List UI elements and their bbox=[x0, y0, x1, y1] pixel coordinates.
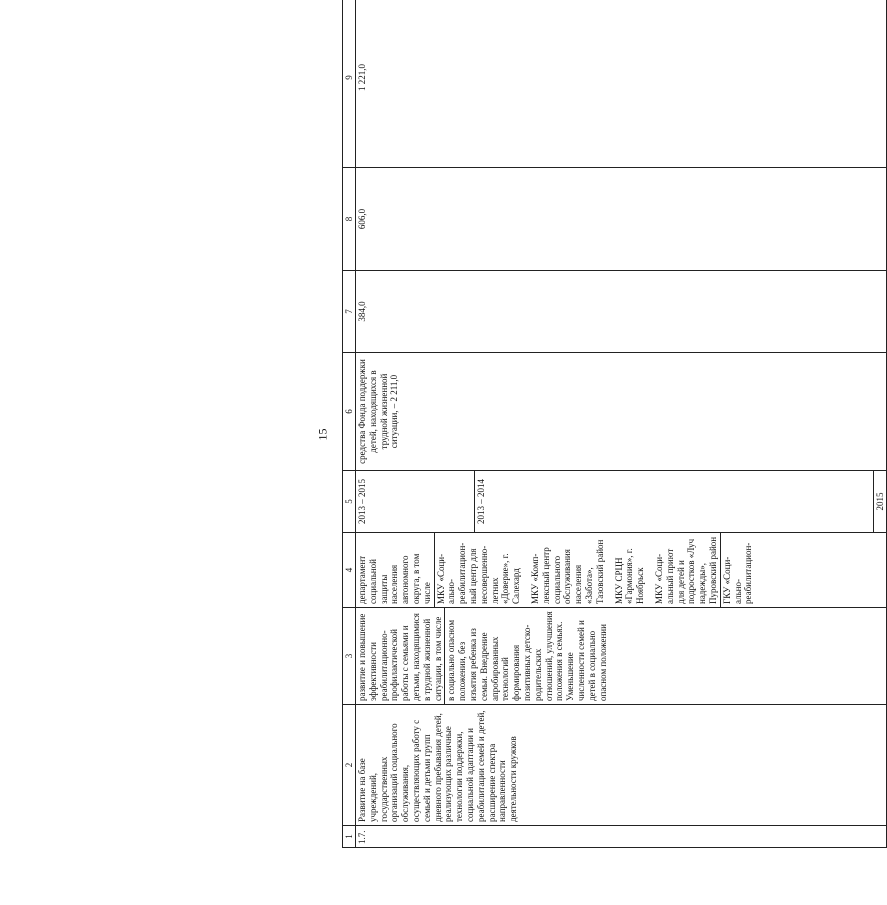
executors bbox=[356, 533, 887, 608]
header-cell-7: 7 bbox=[343, 271, 356, 353]
executor-luch-nadezhdy: МКУ «Соци-альный приют для детей и подростков «Луч надежды», Пуровский район bbox=[653, 536, 718, 604]
period-2015: 2015 bbox=[873, 471, 886, 532]
executor-gku: ГКУ «Соци-ально-реабилитацион- bbox=[720, 533, 754, 607]
funding-source: средства Фонда поддержки детей, находящихся в трудной жизненной ситуации, – 2 211,0 bbox=[356, 353, 887, 471]
rotated-table-frame bbox=[342, 33, 885, 848]
value-col8: 606,0 bbox=[356, 168, 887, 271]
program-table bbox=[342, 0, 887, 848]
row-number: 1.7. bbox=[356, 826, 887, 848]
header-cell-9: 9 bbox=[343, 0, 356, 168]
expected-result-part-2: в социально опасном положении, без изъятия ребенка из семьи. Внедрение апробированных технологий формирования позитивных детско-родительских отношений, улучшения положения в семьях. Уменьшение численности семей и детей в социально опасном положении bbox=[444, 608, 608, 704]
header-cell-1: 1 bbox=[343, 826, 356, 848]
period-total: 2013 – 2015 bbox=[357, 479, 367, 524]
table-row bbox=[356, 0, 887, 848]
period-2013-2014: 2013 – 2014 bbox=[474, 471, 487, 532]
page-number: 15 bbox=[315, 428, 330, 441]
value-col9: 1 221,0 bbox=[356, 0, 887, 168]
event-name: Развитие на базе учреждений, государственных организаций социального обслуживания, осуществляющих работу с семьей и детьми групп дневного пребывания детей, реализующих различные технологии поддержки, социальной адаптации и реабилитации семей и детей, расширение спектра направленности деятельности кружков bbox=[356, 705, 887, 826]
expected-result-part-1: развитие и повышение эффективности реабилитационно-профилактической работы с семьями и детьми, находящимися в трудной жизненной ситуации, в том числе bbox=[357, 613, 443, 701]
executor-garmoniya: МКУ СРЦН «Гармония», г. Ноябрьск bbox=[613, 548, 646, 604]
expected-result bbox=[356, 608, 887, 705]
header-cell-4: 4 bbox=[343, 533, 356, 608]
value-col7: 384,0 bbox=[356, 271, 887, 353]
header-cell-6: 6 bbox=[343, 353, 356, 471]
header-cell-3: 3 bbox=[343, 608, 356, 705]
header-row bbox=[343, 0, 356, 848]
header-cell-2: 2 bbox=[343, 705, 356, 826]
header-cell-5: 5 bbox=[343, 471, 356, 533]
executor-department: департамент социальной защиты населения автономного округа, в том числе bbox=[357, 553, 432, 604]
header-cell-8: 8 bbox=[343, 168, 356, 271]
executor-zabota: МКУ «Комп-лексный центр социального обслуживания населения «Забота», Тазовский район bbox=[529, 539, 605, 604]
executor-doverie: МКУ «Соци-ально-реабилитацион-ный центр для несовершенно-летних «Доверие», г. Салехард bbox=[434, 533, 522, 607]
period bbox=[356, 471, 887, 533]
